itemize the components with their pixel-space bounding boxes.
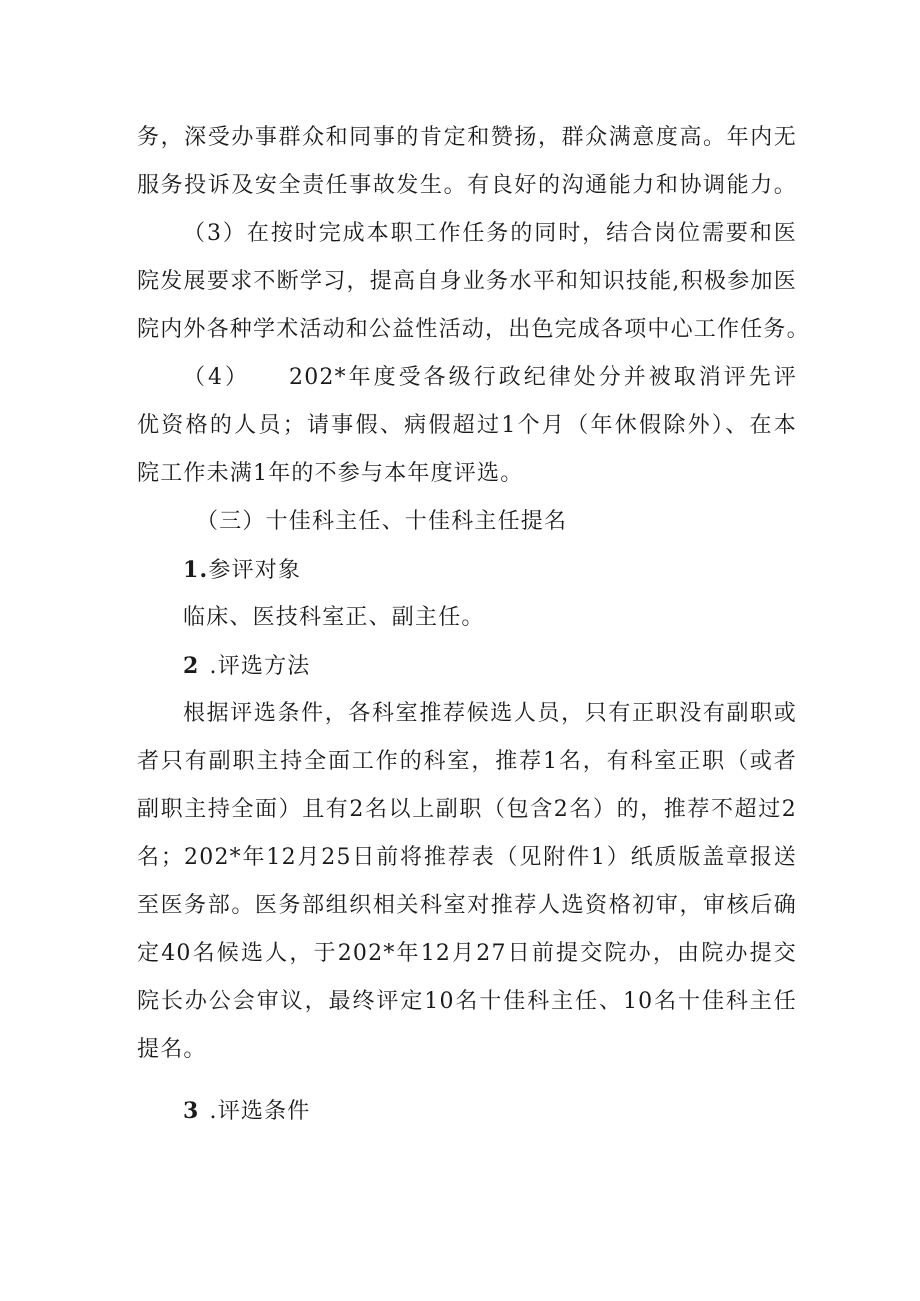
paragraph-line: 临床、医技科室正、副主任。 <box>183 605 485 630</box>
subheading-3 <box>183 1096 843 1127</box>
paragraph-line: 优资格的人员；请事假、病假超过1个月（年休假除外）、在本 <box>137 413 797 438</box>
paragraph-line: 者只有副职主持全面工作的科室，推荐1名，有科室正职（或者 <box>137 749 797 774</box>
paragraph-line: 定40名候选人，于202*年12月27日前提交院办，由院办提交 <box>137 941 797 966</box>
subheading-1 <box>183 555 843 586</box>
paragraph-line: 院发展要求不断学习，提高自身业务水平和知识技能,积极参加医 <box>137 269 797 294</box>
paragraph-line: 服务投诉及安全责任事故发生。有良好的沟通能力和协调能力。 <box>137 173 797 198</box>
paragraph-line: 院长办公会审议，最终评定10名十佳科主任、10名十佳科主任 <box>137 989 797 1014</box>
paragraph-line: 院内外各种学术活动和公益性活动，出色完成各项中心工作任务。 <box>137 317 810 342</box>
subheading-title: 参评对象 <box>208 558 302 583</box>
subheading-number: 2 <box>183 653 200 679</box>
subheading-2 <box>183 651 843 682</box>
section-heading: （三）十佳科主任、十佳科主任提名 <box>196 509 568 534</box>
paragraph-line: 根据评选条件，各科室推荐候选人员，只有正职没有副职或 <box>183 701 797 726</box>
paragraph-line: 名；202*年12月25日前将推荐表（见附件1）纸质版盖章报送 <box>137 845 797 870</box>
paragraph-line: 提名。 <box>137 1037 207 1062</box>
paragraph-line: （4） 202*年度受各级行政纪律处分并被取消评先评 <box>183 365 797 390</box>
subheading-title: .评选方法 <box>209 654 311 679</box>
subheading-number: 3 <box>183 1098 200 1124</box>
paragraph-line: 务，深受办事群众和同事的肯定和赞扬，群众满意度高。年内无 <box>137 125 797 150</box>
subheading-number: 1. <box>183 557 209 583</box>
paragraph-line: （3）在按时完成本职工作任务的同时，结合岗位需要和医 <box>183 221 797 246</box>
paragraph-line: 至医务部。医务部组织相关科室对推荐人选资格初审，审核后确 <box>137 893 797 918</box>
subheading-title: .评选条件 <box>209 1099 311 1124</box>
paragraph-line: 院工作未满1年的不参与本年度评选。 <box>137 461 524 486</box>
paragraph-line: 副职主持全面）且有2名以上副职（包含2名）的，推荐不超过2 <box>137 797 797 822</box>
